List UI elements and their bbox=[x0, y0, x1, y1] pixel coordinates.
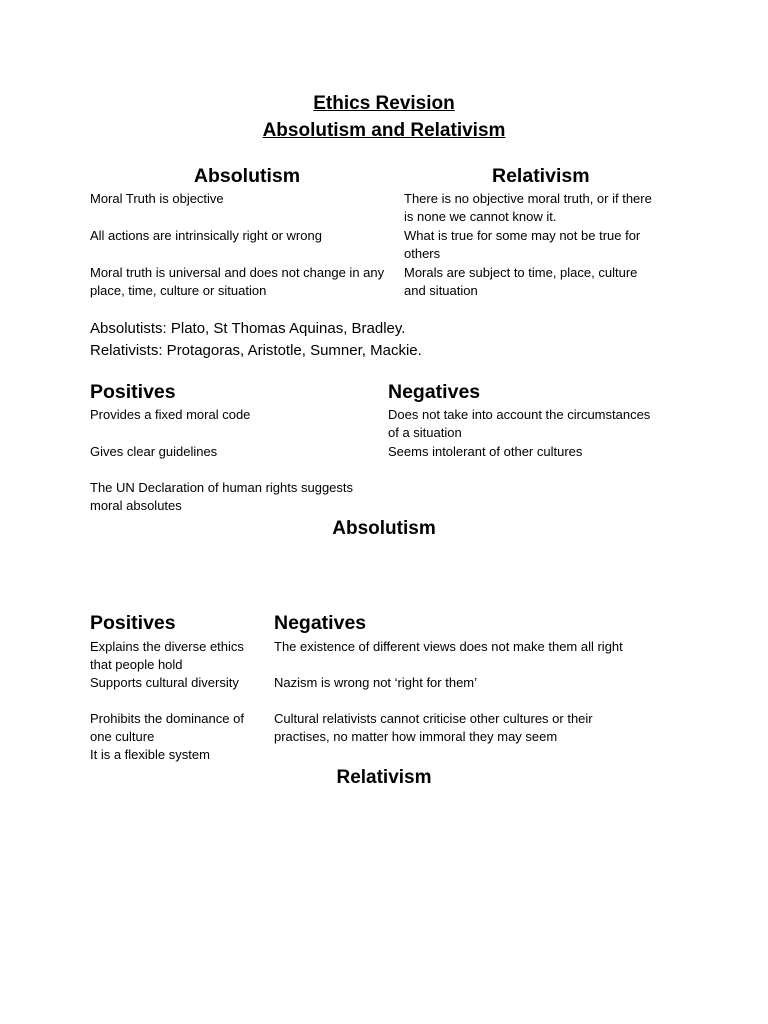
absolutism-heading: Absolutism bbox=[193, 165, 301, 187]
relativism-negative-2: Nazism is wrong not ‘right for them’ bbox=[274, 675, 478, 690]
absolutism-negative-1: Does not take into account the circumstances of a situation bbox=[388, 407, 651, 441]
relativism-positive-3: Prohibits the dominance of one culture bbox=[90, 711, 244, 745]
document-subtitle: Absolutism and Relativism bbox=[262, 120, 506, 141]
absolutism-positive-3: The UN Declaration of human rights suggests moral absolutes bbox=[90, 480, 354, 514]
relativism-negatives-heading: Negatives bbox=[274, 612, 367, 634]
absolutism-caption: Absolutism bbox=[332, 518, 436, 539]
document-title: Ethics Revision bbox=[313, 93, 455, 114]
relativism-negative-1: The existence of different views does not make them all right bbox=[274, 639, 623, 654]
absolutism-positive-1: Provides a fixed moral code bbox=[90, 407, 251, 422]
absolutism-negative-2: Seems intolerant of other cultures bbox=[388, 444, 583, 459]
relativism-positive-4: It is a flexible system bbox=[90, 747, 210, 762]
relativism-point-1: There is no objective moral truth, or if there is none we cannot know it. bbox=[404, 191, 652, 225]
relativism-positive-2: Supports cultural diversity bbox=[90, 675, 239, 690]
relativism-point-3: Morals are subject to time, place, culture and situation bbox=[404, 265, 638, 299]
absolutism-point-3: Moral truth is universal and does not change in any place, time, culture or situation bbox=[90, 265, 385, 299]
absolutism-positive-2: Gives clear guidelines bbox=[90, 444, 218, 459]
relativism-heading: Relativism bbox=[492, 165, 590, 187]
relativism-positive-1: Explains the diverse ethics that people hold bbox=[90, 639, 244, 673]
relativism-positives-heading: Positives bbox=[90, 612, 176, 634]
relativism-caption: Relativism bbox=[336, 767, 432, 788]
absolutists-list: Absolutists: Plato, St Thomas Aquinas, Bradley. bbox=[90, 320, 406, 337]
absolutism-positives-heading: Positives bbox=[90, 381, 176, 403]
absolutism-negatives-heading: Negatives bbox=[388, 381, 481, 403]
relativism-negative-3: Cultural relativists cannot criticise other cultures or their practises, no matter how immoral they may seem bbox=[274, 711, 593, 745]
absolutism-point-2: All actions are intrinsically right or wrong bbox=[90, 228, 322, 243]
relativists-list: Relativists: Protagoras, Aristotle, Sumner, Mackie. bbox=[90, 342, 422, 359]
absolutism-point-1: Moral Truth is objective bbox=[90, 191, 224, 206]
relativism-point-2: What is true for some may not be true for others bbox=[404, 228, 641, 262]
